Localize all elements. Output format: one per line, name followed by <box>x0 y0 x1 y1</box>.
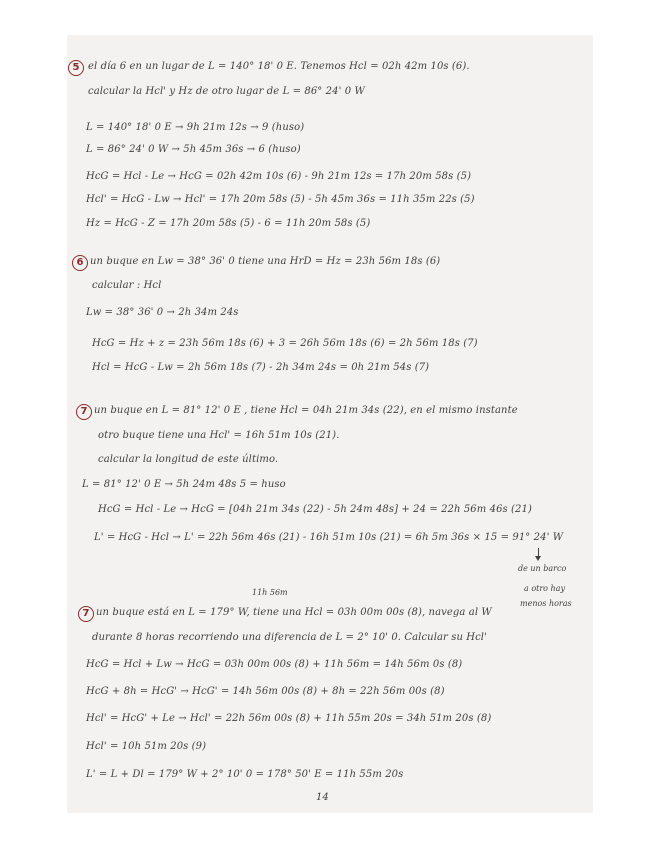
problem-number-7b: 7 <box>78 606 94 622</box>
problem-5-line-4: L = 86° 24' 0 W → 5h 45m 36s → 6 (huso) <box>86 144 301 155</box>
problem-7b-line-2: durante 8 horas recorriendo una diferencia de L = 2° 10' 0. Calcular su Hcl' <box>92 632 487 643</box>
problem-7-line-6: L' = HcG - Hcl → L' = 22h 56m 46s (21) - 16h 51m 10s (21) = 6h 5m 36s × 15 = 91° 24' W <box>94 532 564 543</box>
problem-7b-line-5: Hcl' = HcG' + Le → Hcl' = 22h 56m 00s (8) + 11h 55m 20s = 34h 51m 20s (8) <box>86 713 492 724</box>
side-note-2: a otro hay <box>524 584 565 593</box>
problem-6-line-4: HcG = Hz + z = 23h 56m 18s (6) + 3 = 26h 56m 18s (6) = 2h 56m 18s (7) <box>92 338 478 349</box>
page-number: 14 <box>316 792 329 803</box>
problem-number-5: 5 <box>68 60 84 76</box>
problem-5-line-3: L = 140° 18' 0 E → 9h 21m 12s → 9 (huso) <box>86 122 305 133</box>
problem-5-line-2: calcular la Hcl' y Hz de otro lugar de L = 86° 24' 0 W <box>88 86 365 97</box>
problem-7b-line-3: HcG = Hcl + Lw → HcG = 03h 00m 00s (8) + 11h 56m = 14h 56m 0s (8) <box>86 659 463 670</box>
down-arrow-icon <box>538 548 539 558</box>
problem-6-line-5: Hcl = HcG - Lw = 2h 56m 18s (7) - 2h 34m 24s = 0h 21m 54s (7) <box>92 362 430 373</box>
problem-5-line-5: HcG = Hcl - Le → HcG = 02h 42m 10s (6) - 9h 21m 12s = 17h 20m 58s (5) <box>86 171 472 182</box>
superscript-note: 11h 56m <box>252 588 288 597</box>
side-note-1: de un barco <box>518 564 567 573</box>
problem-5-line-1: el día 6 en un lugar de L = 140° 18' 0 E. Tenemos Hcl = 02h 42m 10s (6). <box>88 61 470 72</box>
problem-number-6: 6 <box>72 255 88 271</box>
problem-7b-line-7: L' = L + Dl = 179° W + 2° 10' 0 = 178° 50' E = 11h 55m 20s <box>86 769 404 780</box>
problem-number-7: 7 <box>76 404 92 420</box>
problem-7-line-5: HcG = Hcl - Le → HcG = [04h 21m 34s (22) - 5h 24m 48s] + 24 = 22h 56m 46s (21) <box>98 504 532 515</box>
problem-6-line-2: calcular : Hcl <box>92 280 162 291</box>
problem-5-line-6: Hcl' = HcG - Lw → Hcl' = 17h 20m 58s (5) - 5h 45m 36s = 11h 35m 22s (5) <box>86 194 475 205</box>
problem-7b-line-1: un buque está en L = 179° W, tiene una Hcl = 03h 00m 00s (8), navega al W <box>96 607 492 618</box>
problem-7b-line-4: HcG + 8h = HcG' → HcG' = 14h 56m 00s (8) + 8h = 22h 56m 00s (8) <box>86 686 445 697</box>
problem-6-line-1: un buque en Lw = 38° 36' 0 tiene una HrD = Hz = 23h 56m 18s (6) <box>90 256 441 267</box>
problem-5-line-7: Hz = HcG - Z = 17h 20m 58s (5) - 6 = 11h 20m 58s (5) <box>86 218 371 229</box>
problem-7-line-1: un buque en L = 81° 12' 0 E , tiene Hcl = 04h 21m 34s (22), en el mismo instante <box>94 405 518 416</box>
problem-7b-line-6: Hcl' = 10h 51m 20s (9) <box>86 741 207 752</box>
problem-7-line-4: L = 81° 12' 0 E → 5h 24m 48s 5 = huso <box>82 479 286 490</box>
notebook-page <box>68 36 592 812</box>
problem-7-line-2: otro buque tiene una Hcl' = 16h 51m 10s (21). <box>98 430 340 441</box>
side-note-3: menos horas <box>520 599 572 608</box>
problem-7-line-3: calcular la longitud de este último. <box>98 454 279 465</box>
problem-6-line-3: Lw = 38° 36' 0 → 2h 34m 24s <box>86 307 239 318</box>
